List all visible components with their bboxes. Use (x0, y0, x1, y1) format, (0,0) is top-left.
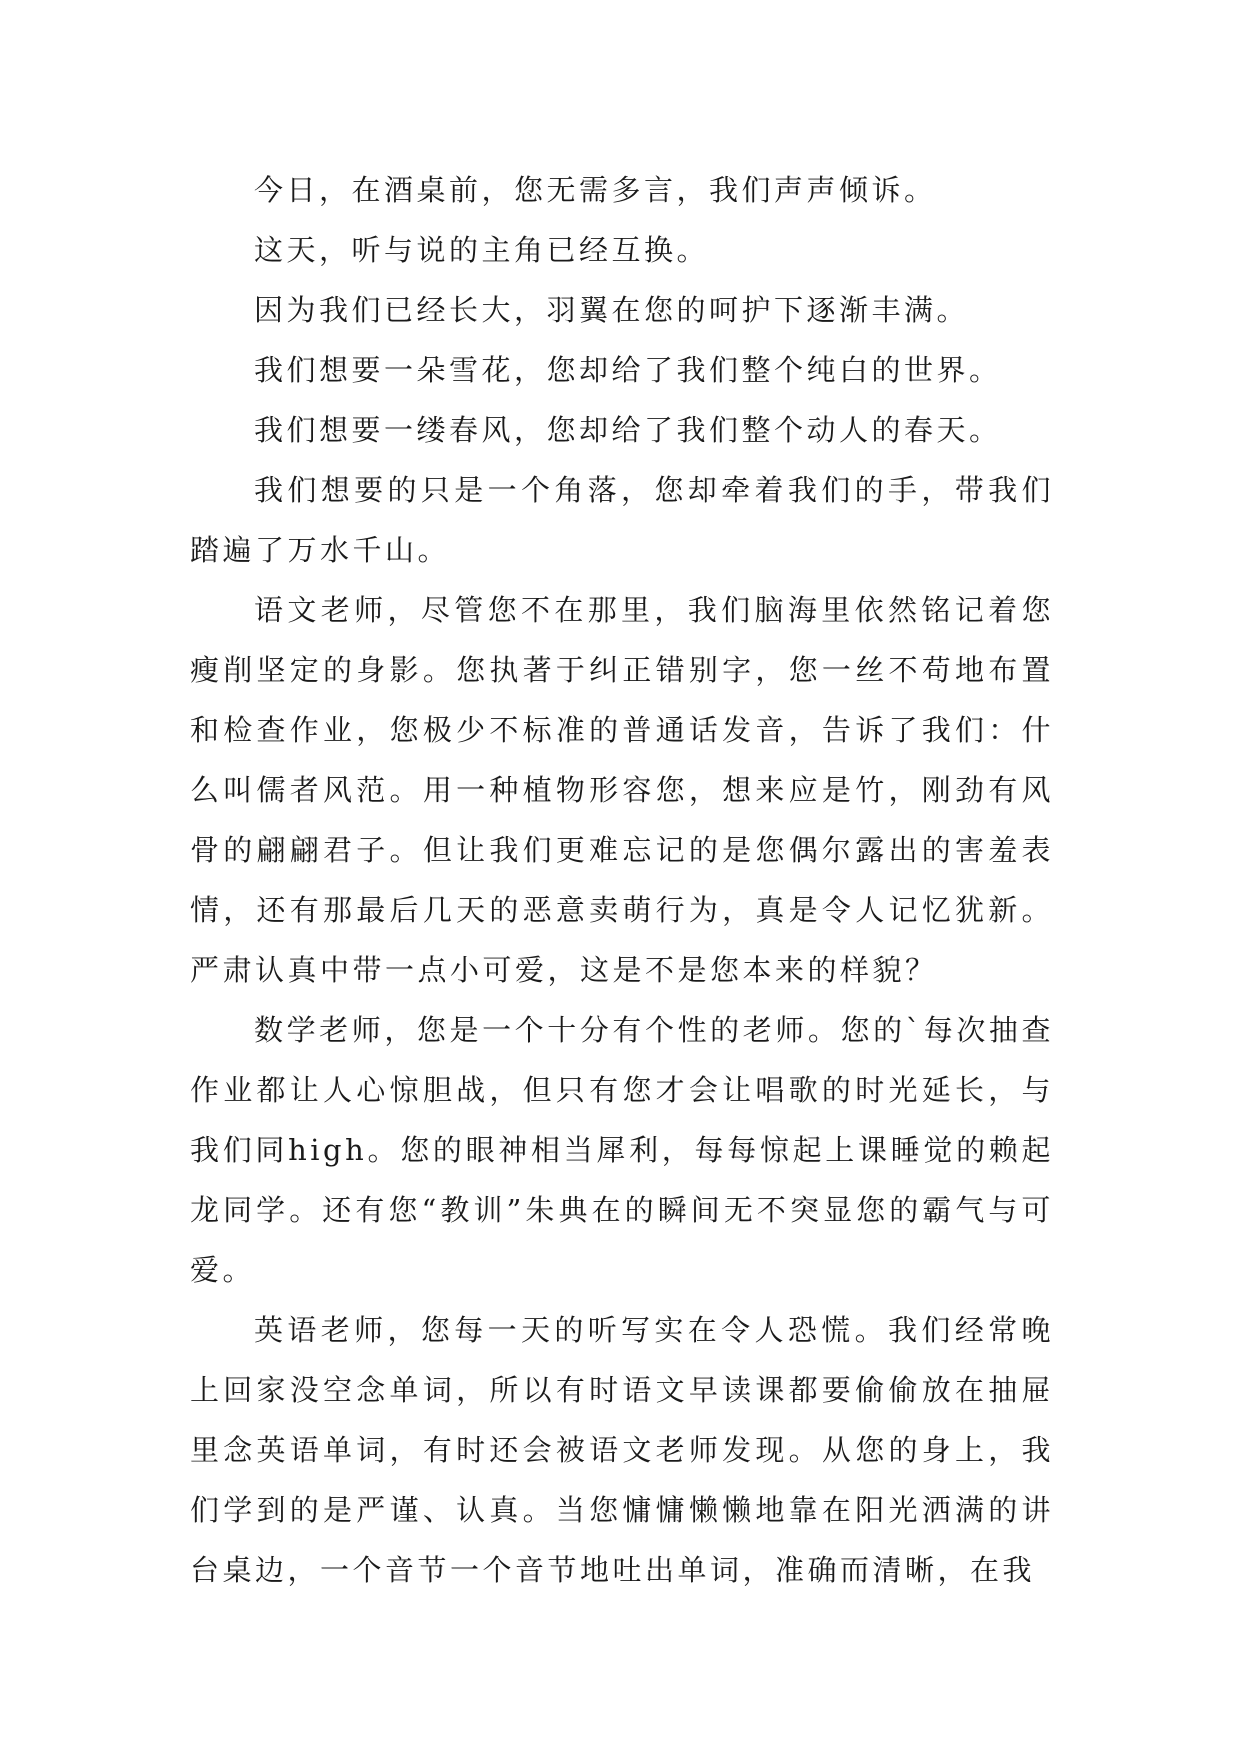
paragraph: 语文老师，尽管您不在那里，我们脑海里依然铭记着您瘦削坚定的身影。您执著于纠正错别字，您一丝不苟地布置和检查作业，您极少不标准的普通话发音，告诉了我们：什么叫儒者风范。用一种植物形容您，想来应是竹，刚劲有风骨的翩翩君子。但让我们更难忘记的是您偶尔露出的害羞表情，还有那最后几天的恶意卖萌行为，真是令人记忆犹新。严肃认真中带一点小可爱，这是不是您本来的样貌？ (190, 593, 1054, 987)
paragraph: 这天，听与说的主角已经互换。 (254, 233, 710, 267)
paragraph: 数学老师，您是一个十分有个性的老师。您的`每次抽查作业都让人心惊胆战，但只有您才会让唱歌的时光延长，与我们同high。您的眼神相当犀利，每每惊起上课睡觉的赖起龙同学。还有您“教训”朱典在的瞬间无不突显您的霸气与可爱。 (190, 1013, 1054, 1287)
paragraph: 我们想要的只是一个角落，您却牵着我们的手，带我们踏遍了万水千山。 (190, 473, 1054, 567)
paragraph: 我们想要一朵雪花，您却给了我们整个纯白的世界。 (254, 353, 1002, 387)
paragraph: 今日，在酒桌前，您无需多言，我们声声倾诉。 (254, 173, 937, 207)
paragraph: 英语老师，您每一天的听写实在令人恐慌。我们经常晚上回家没空念单词，所以有时语文早读课都要偷偷放在抽屉里念英语单词，有时还会被语文老师发现。从您的身上，我们学到的是严谨、认真。当您慵慵懒懒地靠在阳光洒满的讲台桌边，一个音节一个音节地吐出单词，准确而清晰，在我 (190, 1313, 1054, 1587)
paragraph: 因为我们已经长大，羽翼在您的呵护下逐渐丰满。 (254, 293, 970, 327)
document-body (190, 160, 1054, 1600)
paragraph: 我们想要一缕春风，您却给了我们整个动人的春天。 (254, 413, 1002, 447)
